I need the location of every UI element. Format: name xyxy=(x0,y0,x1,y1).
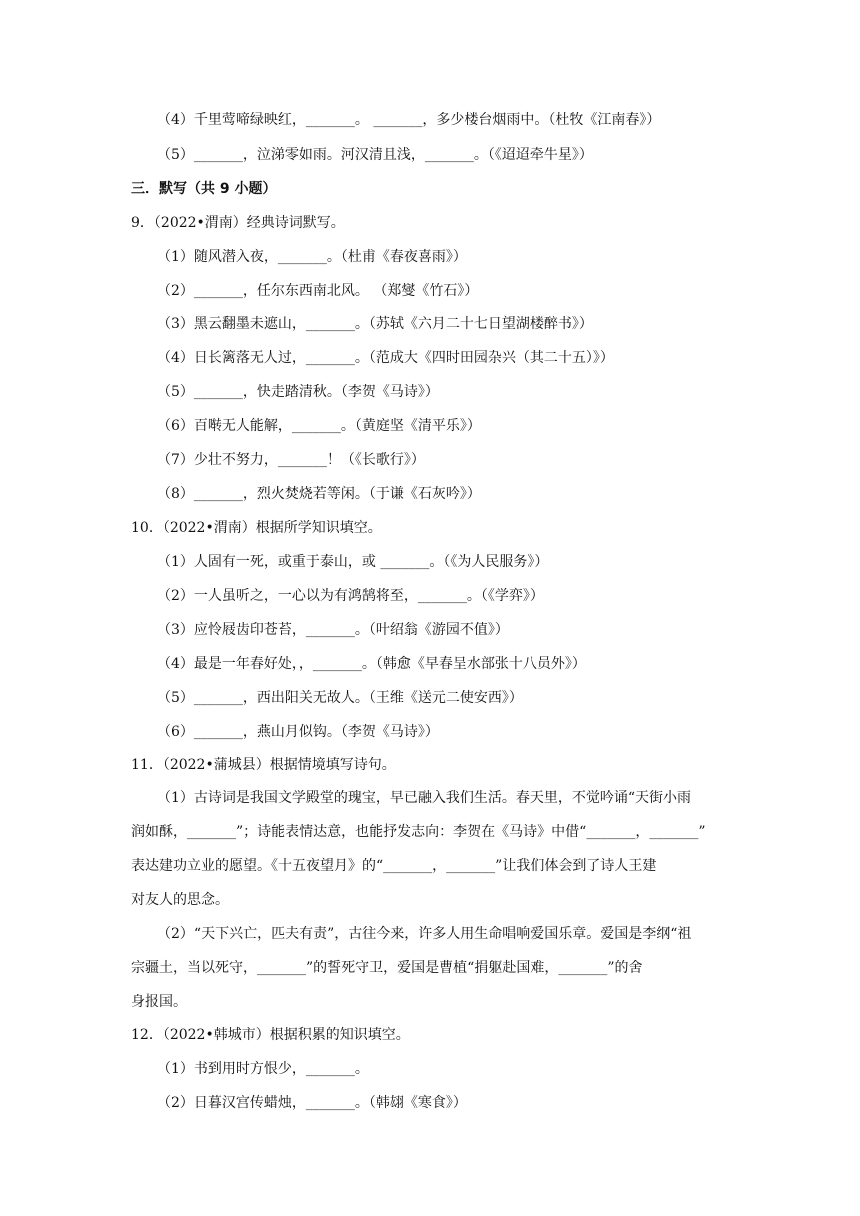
section-heading: 三．默写（共 9 小题） xyxy=(131,181,277,197)
question-11-part-1-line-3: 表达建功立业的愿望。《十五夜望月》的“_______，_______”让我们体会到了诗人王建 xyxy=(131,858,657,874)
question-11-part-1-line-4: 对友人的思念。 xyxy=(131,892,229,908)
question-10-item-2: （2）一人虽听之，一心以为有鸿鹄将至，_______。（《学弈》） xyxy=(157,588,544,604)
question-11-part-2-line-1: （2）“天下兴亡，匹夫有责”，古往今来，许多人用生命唱响爱国乐章。爱国是李纲“祖 xyxy=(157,926,692,942)
question-10-item-6: （6）_______，燕山月似钩。（李贺《马诗》） xyxy=(157,724,439,740)
question-10-item-1: （1）人固有一死，或重于泰山，或 _______。（《为人民服务》） xyxy=(157,554,549,570)
question-9-item-8: （8）_______，烈火焚烧若等闲。（于谦《石灰吟》） xyxy=(157,486,481,502)
question-10-item-4: （4）最是一年春好处，，_______。（韩愈《早春呈水部张十八员外》） xyxy=(157,656,586,672)
question-11-part-2-line-3: 身报国。 xyxy=(131,994,187,1010)
question-10-item-3: （3）应怜屐齿印苍苔，_______。（叶绍翁《游园不值》） xyxy=(157,622,509,638)
question-10-stem: 10．（2022•渭南）根据所学知识填空。 xyxy=(131,520,382,536)
question-9-item-4: （4）日长篱落无人过，_______。（范成大《四时田园杂兴（其二十五）》） xyxy=(157,350,614,366)
question-9-item-3: （3）黑云翻墨未遮山，_______。（苏轼《六月二十七日望湖楼醉书》） xyxy=(157,316,593,332)
question-9-item-2: （2）_______，任尔东西南北风。 （郑燮《竹石》） xyxy=(157,283,479,299)
question-9-item-1: （1）随风潜入夜，_______。（杜甫《春夜喜雨》） xyxy=(157,249,467,265)
question-8-item-4: （4）千里莺啼绿映红，_______。 _______，多少楼台烟雨中。（杜牧《江南春》） xyxy=(157,112,661,128)
question-12-item-2: （2）日暮汉宫传蜡烛，_______。（韩翃《寒食》） xyxy=(157,1095,467,1111)
question-11-part-1-line-1: （1）古诗词是我国文学殿堂的瑰宝，早已融入我们生活。春天里，不觉吟诵“天街小雨 xyxy=(157,790,692,806)
question-9-item-5: （5）_______，快走踏清秋。（李贺《马诗》） xyxy=(157,384,439,400)
question-9-stem: 9．（2022•渭南）经典诗词默写。 xyxy=(131,215,345,231)
question-11-part-2-line-2: 宗疆土，当以死守，_______”的誓死守卫，爱国是曹植“捐躯赴国难，_______”的舍 xyxy=(131,960,643,976)
question-8-item-5: （5）_______，泣涕零如雨。河汉清且浅，_______。（《迢迢牵牛星》） xyxy=(157,147,593,163)
question-11-stem: 11．（2022•蒲城县）根据情境填写诗句。 xyxy=(131,757,396,773)
question-9-item-7: （7）少壮不努力，_______！（《长歌行》） xyxy=(157,452,425,468)
question-10-item-5: （5）_______，西出阳关无故人。（王维《送元二使安西》） xyxy=(157,690,523,706)
question-12-item-1: （1）书到用时方恨少，_______。 xyxy=(157,1061,369,1077)
question-11-part-1-line-2: 润如酥，_______”；诗能表情达意，也能抒发志向：李贺在《马诗》中借“_______，_______” xyxy=(131,824,706,840)
question-12-stem: 12．（2022•韩城市）根据积累的知识填空。 xyxy=(131,1027,410,1043)
question-9-item-6: （6）百啭无人能解，_______。（黄庭坚《清平乐》） xyxy=(157,418,481,434)
